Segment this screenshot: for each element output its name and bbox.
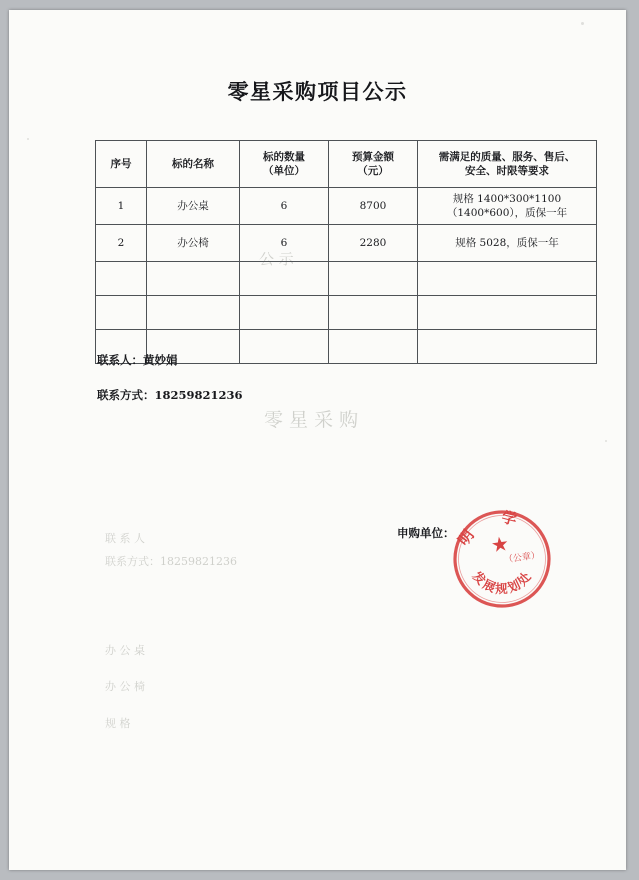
bleed-through-text: 联系方式：18259821236 — [105, 555, 237, 568]
cell-requirements-line1: 规格 5028，质保一年 — [455, 236, 559, 249]
applicant-label: 申购单位： — [397, 526, 455, 540]
cell-budget — [329, 262, 418, 296]
cell-requirements — [418, 225, 597, 262]
official-seal-stamp — [450, 507, 554, 611]
cell-budget: 2280 — [329, 225, 418, 262]
bleed-through-text: 办 公 椅 — [105, 680, 145, 693]
bleed-through-text: 联 系 人 — [105, 532, 145, 545]
cell-budget — [329, 296, 418, 330]
cell-name: 办公椅 — [147, 225, 240, 262]
cell-budget: 8700 — [329, 188, 418, 225]
contact-person: 联系人：黄妙娟 — [97, 353, 178, 367]
cell-seq: 1 — [96, 188, 147, 225]
cell-requirements-line1: 规格 1400*300*1100 — [452, 192, 562, 205]
header-budget — [329, 141, 418, 188]
procurement-table — [95, 140, 597, 364]
header-requirements-line2: 安全、时限等要求 — [465, 165, 549, 177]
svg-text:发展规划处: 发展规划处 — [469, 567, 535, 597]
header-seq: 序号 — [96, 141, 147, 188]
cell-quantity — [240, 262, 329, 296]
cell-requirements-line2: （1400*600），质保一年 — [446, 207, 568, 219]
header-quantity-line2: （单位） — [263, 165, 305, 177]
svg-text:★: ★ — [489, 531, 511, 558]
cell-name: 办公桌 — [147, 188, 240, 225]
bleed-through-text: 规 格 — [105, 717, 131, 730]
scan-speck — [605, 440, 607, 442]
cell-requirements — [418, 188, 597, 225]
cell-quantity — [240, 296, 329, 330]
cell-seq — [96, 296, 147, 330]
document-page — [9, 10, 626, 870]
cell-name — [147, 296, 240, 330]
bleed-through-text: 办 公 桌 — [105, 644, 145, 657]
table-row-empty — [96, 262, 597, 296]
cell-seq — [96, 262, 147, 296]
cell-budget — [329, 330, 418, 364]
bleed-through-text: 零 星 采 购 — [264, 409, 359, 431]
table-row — [96, 188, 597, 225]
header-quantity — [240, 141, 329, 188]
bleed-through-text: 公 示 — [259, 250, 294, 268]
cell-quantity: 6 — [240, 225, 329, 262]
page-title: 零星采购项目公示 — [227, 79, 408, 104]
header-requirements-line1: 需满足的质量、服务、售后、 — [438, 150, 576, 163]
table-row — [96, 225, 597, 262]
table-header-row — [96, 141, 597, 188]
header-requirements — [418, 141, 597, 188]
cell-quantity: 6 — [240, 188, 329, 225]
cell-name — [147, 262, 240, 296]
svg-text:（公章）: （公章） — [503, 550, 541, 566]
header-budget-line2: （元） — [357, 165, 389, 177]
contact-phone: 联系方式：18259821236 — [97, 388, 243, 402]
svg-text:明 学: 明 学 — [454, 507, 526, 550]
header-quantity-line1: 标的数量 — [263, 150, 305, 163]
cell-seq: 2 — [96, 225, 147, 262]
scan-speck — [27, 138, 29, 140]
cell-requirements — [418, 262, 597, 296]
header-budget-line1: 预算金额 — [352, 150, 394, 163]
header-name: 标的名称 — [147, 141, 240, 188]
table-row-empty — [96, 296, 597, 330]
cell-quantity — [240, 330, 329, 364]
scan-speck — [581, 22, 584, 25]
cell-requirements — [418, 296, 597, 330]
cell-requirements — [418, 330, 597, 364]
